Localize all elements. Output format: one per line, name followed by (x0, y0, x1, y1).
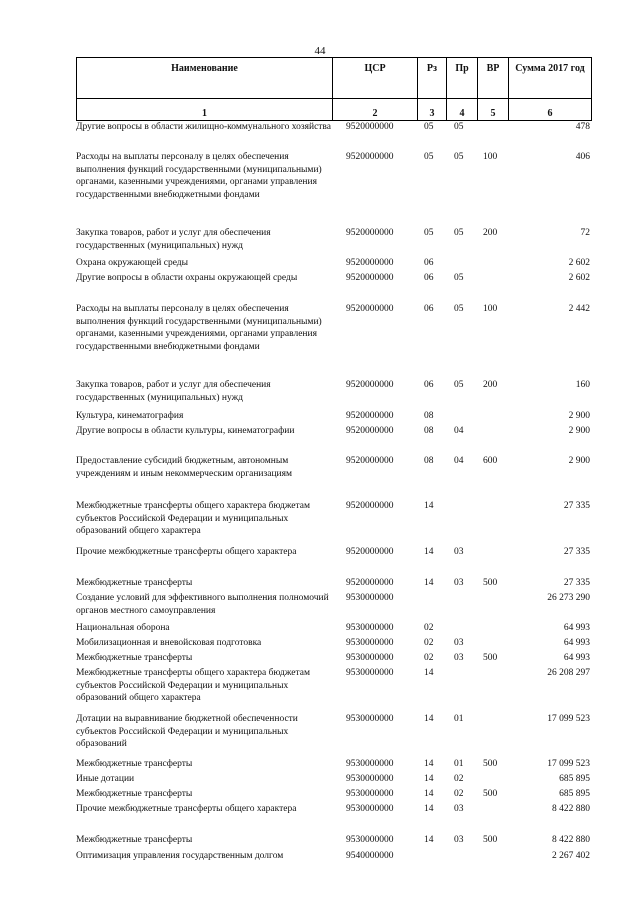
page-number: 44 (314, 45, 326, 57)
cell-sum: 685 895 (559, 774, 590, 784)
cell-sum: 27 335 (563, 578, 590, 588)
cell-sum: 160 (575, 380, 590, 390)
header-vr: ВР (478, 58, 509, 99)
cell-csr: 9530000000 (346, 593, 394, 603)
cell-csr: 9520000000 (346, 273, 394, 283)
header-num-3: 3 (418, 99, 447, 121)
cell-sum: 8 422 880 (552, 804, 590, 814)
cell-sum: 2 602 (568, 273, 590, 283)
table-header (76, 57, 592, 121)
cell-csr: 9530000000 (346, 789, 394, 799)
cell-pr: 05 (454, 152, 464, 162)
cell-pr: 03 (454, 835, 464, 845)
cell-rz: 02 (424, 653, 434, 663)
cell-vr: 100 (483, 152, 498, 162)
cell-csr: 9530000000 (346, 804, 394, 814)
cell-rz: 14 (424, 668, 434, 678)
cell-vr: 600 (483, 456, 498, 466)
header-rz: Рз (418, 58, 447, 99)
cell-pr: 04 (454, 456, 464, 466)
cell-rz: 05 (424, 228, 434, 238)
cell-rz: 02 (424, 638, 434, 648)
cell-name: Межбюджетные трансферты общего характера бюджетам субъектов Российской Федерации и муниципальных образований общего характера (76, 668, 311, 703)
header-num-1: 1 (77, 99, 333, 121)
cell-name: Межбюджетные трансферты (76, 653, 193, 663)
cell-name: Расходы на выплаты персоналу в целях обеспечения выполнения функций государственными (муниципальными) органами, казенными учреждениями, органами управления государственными внебюджетными фондами (76, 152, 322, 200)
cell-pr: 01 (454, 759, 464, 769)
cell-sum: 17 099 523 (547, 714, 590, 724)
cell-csr: 9530000000 (346, 774, 394, 784)
cell-csr: 9520000000 (346, 426, 394, 436)
cell-name: Охрана окружающей среды (76, 258, 189, 268)
cell-name: Оптимизация управления государственным долгом (76, 851, 284, 861)
cell-sum: 406 (575, 152, 590, 162)
cell-csr: 9540000000 (346, 851, 394, 861)
header-name: Наименование (77, 58, 333, 99)
cell-name: Прочие межбюджетные трансферты общего характера (76, 804, 297, 814)
cell-vr: 200 (483, 228, 498, 238)
cell-vr: 200 (483, 380, 498, 390)
cell-vr: 500 (483, 835, 498, 845)
header-num-6: 6 (509, 99, 592, 121)
cell-sum: 64 993 (563, 623, 590, 633)
cell-name: Закупка товаров, работ и услуг для обеспечения государственных (муниципальных) нужд (76, 228, 271, 251)
cell-sum: 2 602 (568, 258, 590, 268)
cell-csr: 9520000000 (346, 258, 394, 268)
cell-pr: 03 (454, 653, 464, 663)
cell-rz: 06 (424, 304, 434, 314)
cell-csr: 9530000000 (346, 759, 394, 769)
cell-rz: 14 (424, 578, 434, 588)
cell-csr: 9520000000 (346, 547, 394, 557)
cell-rz: 06 (424, 273, 434, 283)
cell-csr: 9520000000 (346, 228, 394, 238)
cell-vr: 100 (483, 304, 498, 314)
cell-rz: 06 (424, 258, 434, 268)
cell-name: Иные дотации (76, 774, 135, 784)
cell-rz: 08 (424, 426, 434, 436)
cell-name: Предоставление субсидий бюджетным, автономным учреждениям и иным некоммерческим организациям (76, 456, 293, 479)
cell-pr: 01 (454, 714, 464, 724)
header-num-4: 4 (447, 99, 478, 121)
cell-csr: 9520000000 (346, 304, 394, 314)
cell-csr: 9520000000 (346, 380, 394, 390)
cell-vr: 500 (483, 759, 498, 769)
cell-name: Мобилизационная и вневойсковая подготовка (76, 638, 262, 648)
header-pr: Пр (447, 58, 478, 99)
cell-pr: 05 (454, 122, 464, 132)
cell-pr: 02 (454, 789, 464, 799)
cell-sum: 64 993 (563, 638, 590, 648)
cell-rz: 14 (424, 714, 434, 724)
cell-pr: 03 (454, 804, 464, 814)
cell-name: Другие вопросы в области жилищно-коммунального хозяйства (76, 122, 332, 132)
cell-pr: 05 (454, 304, 464, 314)
cell-name: Другие вопросы в области культуры, кинематографии (76, 426, 295, 436)
cell-name: Дотации на выравнивание бюджетной обеспеченности субъектов Российской Федерации и муниципальных образований (76, 714, 298, 749)
cell-name: Культура, кинематография (76, 411, 184, 421)
cell-csr: 9530000000 (346, 714, 394, 724)
cell-pr: 02 (454, 774, 464, 784)
header-num-2: 2 (333, 99, 418, 121)
cell-sum: 2 900 (568, 426, 590, 436)
cell-csr: 9530000000 (346, 653, 394, 663)
cell-rz: 14 (424, 804, 434, 814)
cell-name: Другие вопросы в области охраны окружающей среды (76, 273, 298, 283)
cell-sum: 27 335 (563, 547, 590, 557)
cell-sum: 2 267 402 (552, 851, 590, 861)
cell-vr: 500 (483, 653, 498, 663)
cell-rz: 02 (424, 623, 434, 633)
cell-rz: 14 (424, 789, 434, 799)
cell-sum: 8 422 880 (552, 835, 590, 845)
cell-name: Закупка товаров, работ и услуг для обеспечения государственных (муниципальных) нужд (76, 380, 271, 403)
cell-sum: 2 900 (568, 411, 590, 421)
cell-rz: 08 (424, 411, 434, 421)
cell-pr: 04 (454, 426, 464, 436)
cell-rz: 05 (424, 152, 434, 162)
cell-csr: 9530000000 (346, 668, 394, 678)
cell-rz: 14 (424, 501, 434, 511)
cell-csr: 9520000000 (346, 578, 394, 588)
cell-pr: 03 (454, 638, 464, 648)
cell-sum: 26 273 290 (547, 593, 590, 603)
cell-vr: 500 (483, 789, 498, 799)
cell-pr: 03 (454, 547, 464, 557)
cell-rz: 05 (424, 122, 434, 132)
cell-sum: 2 442 (568, 304, 590, 314)
cell-csr: 9530000000 (346, 623, 394, 633)
cell-sum: 2 900 (568, 456, 590, 466)
cell-name: Расходы на выплаты персоналу в целях обеспечения выполнения функций государственными (муниципальными) органами, казенными учреждениями, органами управления государственными внебюджетными фондами (76, 304, 322, 352)
cell-csr: 9520000000 (346, 501, 394, 511)
cell-pr: 05 (454, 273, 464, 283)
header-sum: Сумма 2017 год (509, 58, 592, 99)
cell-pr: 03 (454, 578, 464, 588)
cell-csr: 9530000000 (346, 835, 394, 845)
header-num-5: 5 (478, 99, 509, 121)
cell-name: Межбюджетные трансферты (76, 759, 193, 769)
cell-rz: 08 (424, 456, 434, 466)
cell-csr: 9530000000 (346, 638, 394, 648)
cell-name: Создание условий для эффективного выполнения полномочий органов местного самоуправления (76, 593, 329, 616)
cell-csr: 9520000000 (346, 411, 394, 421)
header-csr: ЦСР (333, 58, 418, 99)
cell-sum: 27 335 (563, 501, 590, 511)
cell-name: Межбюджетные трансферты (76, 789, 193, 799)
cell-csr: 9520000000 (346, 152, 394, 162)
cell-name: Прочие межбюджетные трансферты общего характера (76, 547, 297, 557)
cell-pr: 05 (454, 380, 464, 390)
cell-sum: 64 993 (563, 653, 590, 663)
cell-pr: 05 (454, 228, 464, 238)
cell-name: Межбюджетные трансферты (76, 578, 193, 588)
cell-csr: 9520000000 (346, 122, 394, 132)
cell-name: Национальная оборона (76, 623, 170, 633)
cell-rz: 14 (424, 759, 434, 769)
cell-sum: 17 099 523 (547, 759, 590, 769)
cell-sum: 26 208 297 (547, 668, 590, 678)
cell-rz: 14 (424, 774, 434, 784)
cell-rz: 14 (424, 547, 434, 557)
cell-rz: 06 (424, 380, 434, 390)
cell-csr: 9520000000 (346, 456, 394, 466)
cell-sum: 685 895 (559, 789, 590, 799)
cell-rz: 14 (424, 835, 434, 845)
cell-name: Межбюджетные трансферты общего характера бюджетам субъектов Российской Федерации и муниципальных образований общего характера (76, 501, 311, 536)
cell-sum: 478 (575, 122, 590, 132)
cell-sum: 72 (580, 228, 590, 238)
cell-vr: 500 (483, 578, 498, 588)
cell-name: Межбюджетные трансферты (76, 835, 193, 845)
